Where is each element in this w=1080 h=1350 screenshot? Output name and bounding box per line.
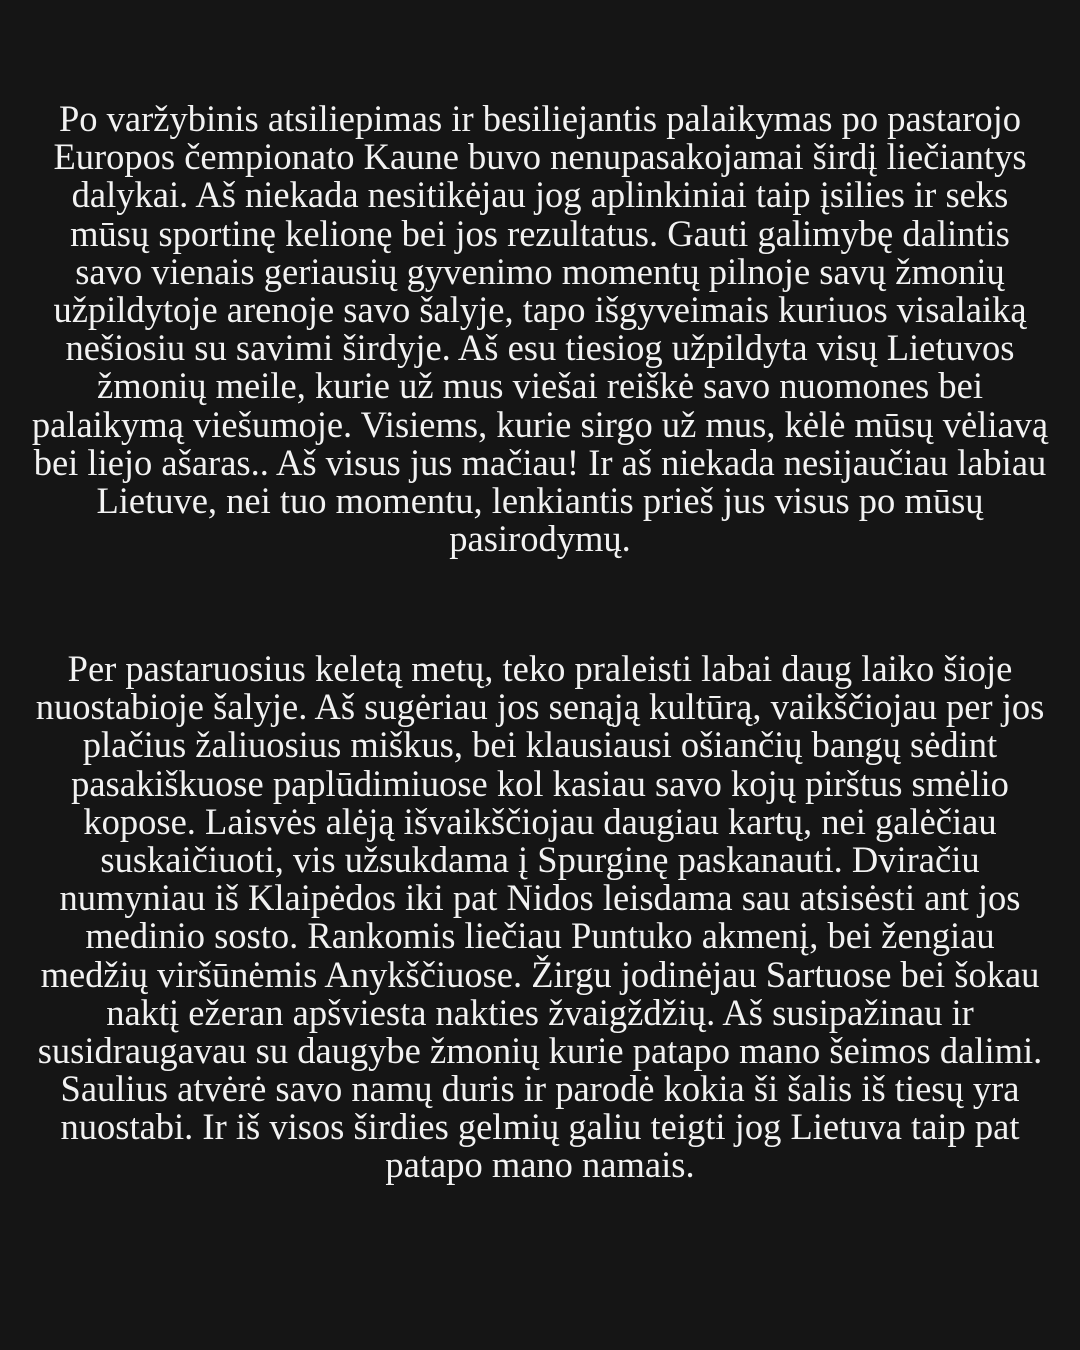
text-line: Europos čempionato Kaune buvo nenupasakojamai širdį liečiantys <box>53 136 1027 178</box>
text-line: savo vienais geriausių gyvenimo momentų pilnoje savų žmonių <box>75 250 1005 292</box>
text-line: bei liejo ašaras.. Aš visus jus mačiau! Ir aš niekada nesijaučiau labiau <box>33 441 1047 483</box>
text-line: medinio sosto. Rankomis liečiau Puntuko akmenį, bei žengiau <box>85 915 995 957</box>
text-line: pasirodymų. <box>449 518 631 560</box>
text-line: plačius žaliuosius miškus, bei klausiausi ošiančių bangų sėdint <box>82 724 998 766</box>
paragraph-2 <box>0 650 1080 1185</box>
text-line: medžių viršūnėmis Anykščiuose. Žirgu jodinėjau Sartuose bei šokau <box>40 953 1040 995</box>
text-line: žmonių meile, kurie už mus viešai reiškė savo nuomones bei <box>97 365 983 407</box>
text-line: mūsų sportinę kelionę bei jos rezultatus. Gauti galimybę dalintis <box>70 212 1010 254</box>
text-line: Per pastaruosius keletą metų, teko praleisti labai daug laiko šioje <box>67 648 1013 689</box>
text-line: užpildytoje arenoje savo šalyje, tapo išgyveimais kuriuos visalaiką <box>53 288 1027 330</box>
text-line: suskaičiuoti, vis užsukdama į Spurginę paskanauti. Dviračiu <box>100 838 980 880</box>
text-line: Po varžybinis atsiliepimas ir besiliejantis palaikymas po pastarojo <box>59 98 1021 139</box>
text-line: kopose. Laisvės alėją išvaikščiojau daugiau kartų, nei galėčiau <box>83 800 997 842</box>
text-line: patapo mano namais. <box>385 1144 695 1186</box>
text-line: nuostabi. Ir iš visos širdies gelmių galiu teigti jog Lietuva taip pat <box>60 1106 1020 1148</box>
text-line: nuostabioje šalyje. Aš sugėriau jos senąją kultūrą, vaikščiojau per jos <box>35 686 1045 728</box>
text-line: palaikymą viešumoje. Visiems, kurie sirgo už mus, kėlė mūsų vėliavą <box>31 403 1049 445</box>
text-line: nešiosiu su savimi širdyje. Aš esu tiesiog užpildyta visų Lietuvos <box>65 327 1015 369</box>
text-line: naktį ežeran apšviesta nakties žvaigždžių. Aš susipažinau ir <box>106 991 974 1033</box>
text-line: pasakiškuose paplūdimiuose kol kasiau savo kojų pirštus smėlio <box>71 762 1009 804</box>
text-line: dalykai. Aš niekada nesitikėjau jog aplinkiniai taip įsilies ir seks <box>71 174 1009 216</box>
text-line: susidraugavau su daugybe žmonių kurie patapo mano šeimos dalimi. <box>37 1029 1043 1071</box>
text-line: Lietuve, nei tuo momentu, lenkiantis prieš jus visus po mūsų <box>96 479 984 521</box>
paragraph-1 <box>0 100 1080 558</box>
text-line: Saulius atvėrė savo namų duris ir parodė kokia ši šalis iš tiesų yra <box>60 1068 1020 1110</box>
text-line: numyniau iš Klaipėdos iki pat Nidos leisdama sau atsisėsti ant jos <box>59 877 1021 919</box>
